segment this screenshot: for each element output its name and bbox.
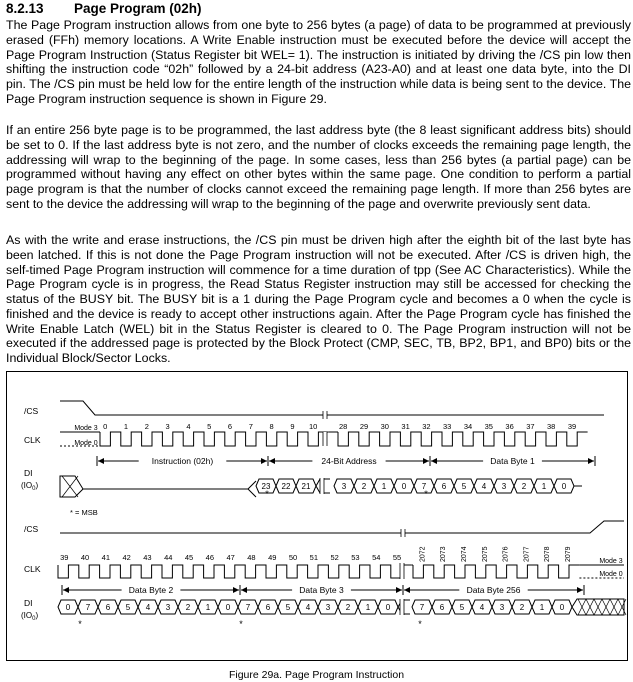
data3-bit-6-label: 6	[265, 603, 271, 612]
clock-number-bottom: 52	[330, 553, 339, 562]
data2-bit-4-label: 4	[145, 603, 151, 612]
mode0-label-top: Mode 0	[74, 440, 98, 447]
range-data-byte-3: Data Byte 3	[299, 585, 344, 595]
data2-bit-7-label: 7	[85, 603, 91, 612]
range-data-byte-1: Data Byte 1	[490, 456, 535, 466]
clock-number-top: 2	[144, 422, 149, 431]
data-bit-prev-label: 0	[65, 603, 71, 612]
mode3-label-bottom: Mode 3	[599, 558, 623, 565]
data3-bit-3-label: 3	[325, 603, 331, 612]
data2-bit-1-label: 1	[205, 603, 211, 612]
clk-train-bottom-2	[413, 565, 579, 578]
clock-number-bottom: 42	[122, 553, 131, 562]
data3-bit-5-label: 5	[285, 603, 291, 612]
paragraph-3: As with the write and erase instructions, the /CS pin must be driven high after the eighth bit of the last byte has been latched. If this is not done the Page Program instruction will not be executed. After /CS is driven high, the self-timed Page Program instruction will commence for a time duration of tpp (See AC Characteristics). While the Page Program cycle is in progress, the Read Status Register instruction may still be accessed for checking the status of the BUSY bit. The BUSY bit is a 1 during the Page Program cycle and becomes a 0 when the cycle is finished and the device is ready to accept other instructions again. After the Page Program cycle has finished the Write Enable Latch (WEL) bit in the Status Register is cleared to 0. The Page Program instruction will not be executed if the addressed page is protected by the Block Protect (CMP, SEC, TB, BP2, BP1, and BP0) bits or the Individual Block/Sector Locks.	[6, 233, 631, 365]
clock-number-bottom: 46	[205, 553, 215, 562]
clock-number-bottom: 54	[372, 553, 381, 562]
clock-number-top: 6	[227, 422, 233, 431]
di-io-label-bottom: $(IO_0)$	[21, 611, 39, 622]
paragraph-2: If an entire 256 byte page is to be programmed, the last address byte (the 8 least significant address bits) should be set to 0. If the last address byte is not zero, and the number of clocks exceeds the remaining page length, the addressing will wrap to the beginning of the page. In some cases, less than 256 bytes (a partial page) can be programmed without having any effect on other bytes within the same page. One condition to perform a partial page program is that the number of clocks cannot exceed the remaining page length. If more than 256 bytes are sent to the device the addressing will wrap to the beginning of the page and overwrite previously sent data.	[6, 123, 631, 211]
cs-trace-bottom	[60, 521, 624, 533]
clock-number-rotated: 2079	[565, 546, 573, 562]
clk-train-top-2	[338, 432, 588, 446]
data1-bit-4-label: 4	[481, 482, 487, 491]
clock-number-bottom: 39	[60, 553, 69, 562]
clock-number-top: 7	[248, 422, 253, 431]
addr-bit-23-label: 23	[261, 482, 271, 491]
clock-number-top: 3	[165, 422, 170, 431]
clock-number-top: 31	[401, 422, 410, 431]
addr-bit-1-label: 1	[381, 482, 387, 491]
data1-bit-6-label: 6	[441, 482, 447, 491]
msb-note: * = MSB	[70, 508, 98, 517]
di-io-label-top: $(IO_0)$	[21, 481, 39, 492]
data3-bit-1-label: 1	[365, 603, 371, 612]
data2-bit-3-label: 3	[165, 603, 171, 612]
section-number: 8.2.13	[6, 1, 44, 16]
clock-number-top: 34	[463, 422, 473, 431]
cs-label-bottom: /CS	[24, 524, 39, 534]
data1-bit-5-label: 5	[461, 482, 467, 491]
clock-number-top: 28	[339, 422, 348, 431]
data1-bit-7-label: 7	[421, 482, 427, 491]
clock-number-rotated: 2077	[523, 546, 531, 562]
range-data-byte-256: Data Byte 256	[466, 585, 521, 595]
data3-bit-0-label: 0	[385, 603, 391, 612]
clock-number-bottom: 41	[101, 553, 111, 562]
figure-caption: Figure 29a. Page Program Instruction	[228, 669, 405, 681]
addr-bit-2-label: 2	[361, 482, 367, 491]
clock-number-bottom: 43	[143, 553, 152, 562]
msb-marker: *	[265, 489, 269, 499]
clock-number-rotated: 2078	[544, 546, 552, 562]
clock-number-rotated: 2073	[440, 546, 448, 562]
clock-number-top: 0	[103, 422, 108, 431]
data2-bit-5-label: 5	[125, 603, 131, 612]
msb-marker: *	[239, 619, 243, 629]
data256-bit-5-label: 5	[459, 603, 465, 612]
data256-bit-3-label: 3	[499, 603, 505, 612]
di-label-top: DI	[24, 468, 33, 478]
section-heading	[6, 1, 202, 16]
data2-bit-6-label: 6	[105, 603, 111, 612]
timing-diagram	[7, 372, 627, 660]
addr-bit-3-label: 3	[341, 482, 347, 491]
di-label-bottom: DI	[24, 598, 33, 608]
clock-number-top: 10	[309, 422, 318, 431]
mode3-label-top: Mode 3	[74, 425, 98, 432]
timing-diagram-frame	[6, 371, 628, 661]
clock-number-bottom: 45	[184, 553, 194, 562]
addr-bit-21-label: 21	[301, 482, 311, 491]
section-title: Page Program (02h)	[74, 1, 202, 16]
clock-number-top: 35	[484, 422, 493, 431]
clock-number-top: 8	[269, 422, 274, 431]
clock-number-bottom: 40	[80, 553, 90, 562]
clock-number-rotated: 2074	[461, 546, 469, 562]
paragraph-1: The Page Program instruction allows from one byte to 256 bytes (a page) of data to be programmed at previously erased (FFh) memory locations. A Write Enable instruction must be executed before the device will accept the Page Program Instruction (Status Register bit WEL= 1). The instruction is initiated by driving the /CS pin low then shifting the instruction code “02h” followed by a 24-bit address (A23-A0) and at least one data byte, into the DI pin. The /CS pin must be held low for the entire length of the instruction while data is being sent to the device. The Page Program instruction sequence is shown in Figure 29.	[6, 18, 631, 106]
clock-number-bottom: 49	[268, 553, 277, 562]
clock-number-bottom: 44	[164, 553, 173, 562]
cs-label-top: /CS	[24, 406, 39, 416]
data256-bit-4-label: 4	[479, 603, 485, 612]
clock-number-rotated: 2075	[481, 546, 489, 562]
msb-marker: *	[78, 619, 82, 629]
clock-number-rotated: 2076	[502, 546, 510, 562]
clock-number-top: 1	[123, 422, 129, 431]
data256-bit-1-label: 1	[539, 603, 545, 612]
clock-number-top: 38	[547, 422, 556, 431]
addr-bit-0-label: 0	[401, 482, 407, 491]
clock-number-top: 29	[359, 422, 369, 431]
data3-bit-2-label: 2	[345, 603, 351, 612]
range-instruction: Instruction (02h)	[151, 456, 214, 466]
data1-bit-2-label: 2	[521, 482, 527, 491]
clock-number-bottom: 55	[392, 553, 402, 562]
data2-bit-0-label: 0	[225, 603, 231, 612]
msb-marker: *	[418, 619, 422, 629]
clock-number-bottom: 51	[309, 553, 319, 562]
range-data-byte-2: Data Byte 2	[128, 585, 174, 595]
clock-number-bottom: 53	[351, 553, 360, 562]
clk-train-bottom-1	[58, 565, 412, 578]
clock-number-top: 37	[526, 422, 535, 431]
data256-bit-6-label: 6	[439, 603, 445, 612]
data1-bit-0-label: 0	[561, 482, 567, 491]
data3-bit-7-label: 7	[245, 603, 251, 612]
clock-number-top: 30	[380, 422, 389, 431]
di-instruction-trace-low	[83, 489, 256, 497]
data1-bit-1-label: 1	[541, 482, 547, 491]
cs-trace-top	[60, 401, 604, 415]
clock-number-top: 5	[207, 422, 212, 431]
clock-number-top: 32	[422, 422, 431, 431]
di-instruction-trace	[83, 481, 256, 489]
msb-marker: *	[424, 489, 428, 499]
clock-number-top: 4	[186, 422, 191, 431]
data256-bit-0-label: 0	[559, 603, 565, 612]
clock-number-top: 9	[290, 422, 295, 431]
clock-number-bottom: 48	[247, 553, 256, 562]
data3-bit-4-label: 4	[305, 603, 311, 612]
addr-bit-22-label: 22	[281, 482, 291, 491]
clock-number-top: 39	[567, 422, 577, 431]
clock-number-bottom: 50	[288, 553, 298, 562]
mode0-label-bottom: Mode 0	[599, 571, 623, 578]
clk-label-bottom: CLK	[24, 564, 41, 574]
range-address: 24-Bit Address	[321, 456, 377, 466]
clk-label-top: CLK	[24, 435, 41, 445]
clock-number-rotated: 2072	[419, 546, 427, 562]
clk-train-top-1	[100, 432, 329, 446]
clock-number-top: 36	[505, 422, 514, 431]
clock-number-bottom: 47	[226, 553, 235, 562]
data256-bit-7-label: 7	[419, 603, 425, 612]
data256-bit-2-label: 2	[519, 603, 525, 612]
di-dontcare-start	[60, 476, 83, 497]
data2-bit-2-label: 2	[185, 603, 191, 612]
clock-number-top: 33	[443, 422, 452, 431]
data1-bit-3-label: 3	[501, 482, 507, 491]
